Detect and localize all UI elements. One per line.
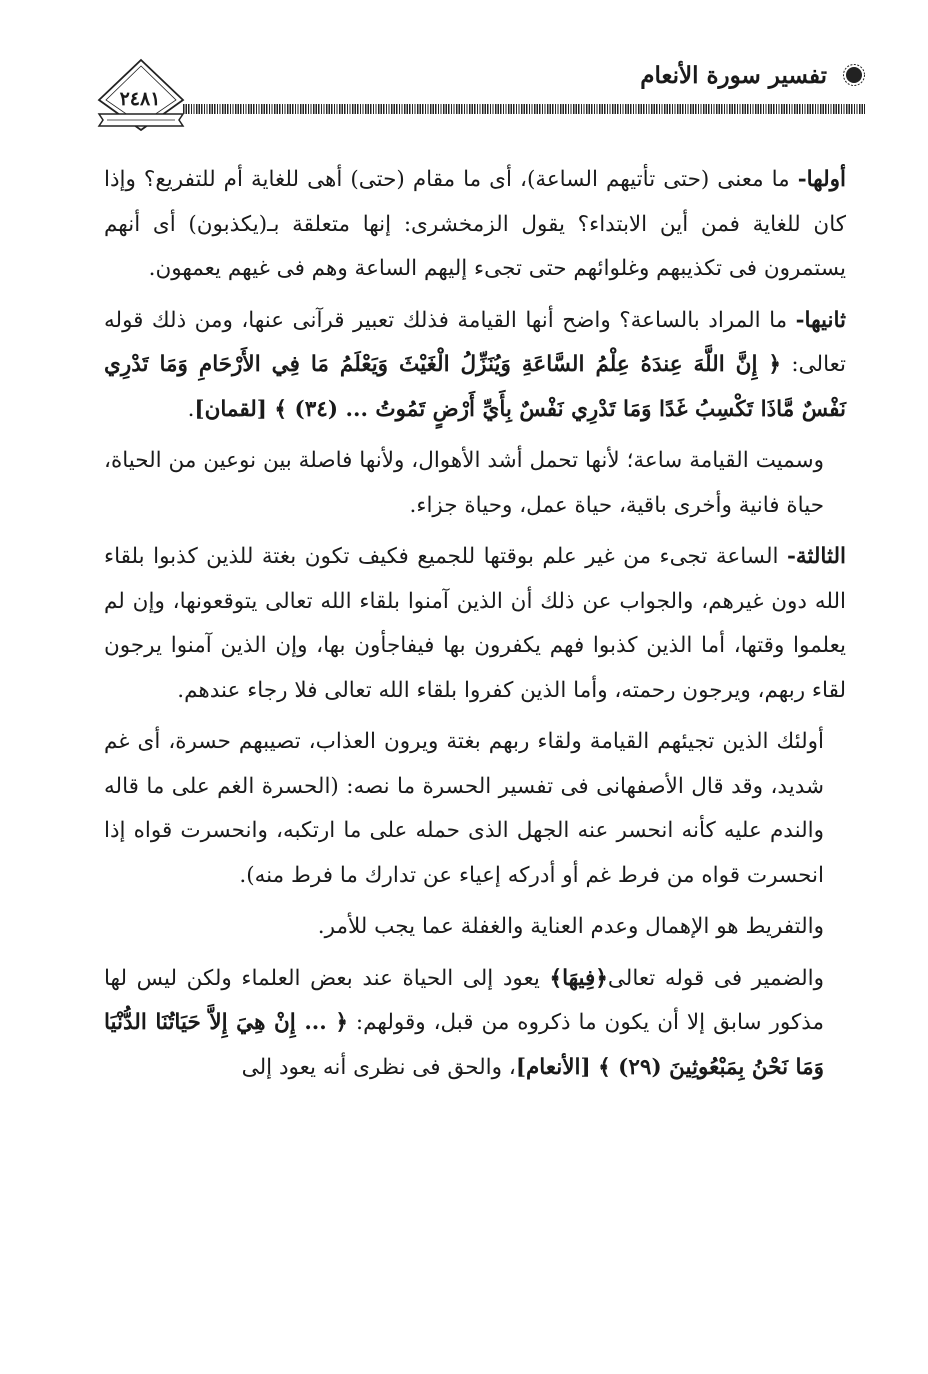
paragraph-text: يعود إلى الحياة عند بعض العلماء ولكن ليس لها مذكور سابق إلا أن يكون ما ذكروه من قبل، وقولهم: — [104, 965, 824, 1035]
paragraph-text: والضمير فى قوله تعالى — [607, 965, 825, 991]
paragraph — [104, 535, 846, 713]
quran-quote: ﴿فِيهَا﴾ — [549, 965, 608, 991]
paragraph — [104, 158, 846, 292]
ornament-icon — [843, 64, 865, 86]
paragraph — [104, 439, 846, 528]
page-title: تفسير سورة الأنعام — [640, 62, 827, 89]
paragraph-lead: ثانيها- — [795, 307, 846, 333]
paragraph-lead: الثالثة- — [786, 544, 846, 569]
page-body — [104, 158, 846, 1097]
header-rule — [183, 104, 865, 114]
paragraph-text: ، والحق فى نظرى أنه يعود إلى — [241, 1054, 516, 1080]
paragraph-text: والتفريط هو الإهمال وعدم العناية والغفلة عما يجب للأمر. — [317, 914, 824, 939]
paragraph — [104, 957, 846, 1091]
paragraph-lead: أولها- — [797, 167, 846, 192]
paragraph — [104, 299, 846, 433]
quran-quote: ﴿ ... إِنْ هِيَ إِلاَّ حَيَاتُنَا الدُّنْيَا وَمَا نَحْنُ بِمَبْعُوثِينَ (٢٩) ﴾ [الأنعام] — [104, 1010, 824, 1080]
paragraph-text: . — [187, 396, 195, 422]
page-number: ٢٤٨١ — [119, 88, 161, 110]
paragraph-text: ما معنى (حتى تأتيهم الساعة)، أى ما مقام (حتى) أهى للغاية أم للتفريع؟ وإذا كان للغاية فمن أين الابتداء؟ يقول الزمخشرى: إنها متعلقة بـ(يكذبون) أى أنهم يستمرون فى تكذيبهم وغلوائهم حتى تجىء إليهم الساعة وهم فى غيهم يعمهون. — [104, 167, 846, 281]
paragraph — [104, 905, 846, 950]
paragraph-text: أولئك الذين تجيئهم القيامة ولقاء ربهم بغتة ويرون العذاب، تصيبهم حسرة، أى غم شديد، وقد قال الأصفهانى فى تفسير الحسرة ما نصه: (الحسرة الغم على ما قاله والندم عليه كأنه انحسر عنه الجهل الذى حمله على ما ارتكبه، وانحسرت قواه إذا انحسرت قواه من فرط غم أو أدركه إعياء عن تدارك ما فرط منه). — [104, 729, 824, 888]
quran-quote: ﴿ إِنَّ اللَّهَ عِندَهُ عِلْمُ السَّاعَةِ وَيُنَزِّلُ الْغَيْثَ وَيَعْلَمُ مَا فِي الأَرْحَامِ وَمَا تَدْرِي نَفْسٌ مَّاذَا تَكْسِبُ غَدًا وَمَا تَدْرِي نَفْسٌ بِأَيِّ أَرْضٍ تَمُوتُ ... (٣٤) ﴾ [لقمان] — [104, 352, 846, 422]
paragraph-text: وسميت القيامة ساعة؛ لأنها تحمل أشد الأهوال، ولأنها فاصلة بين نوعين من الحياة، حياة فانية وأخرى باقية، حياة عمل، وحياة جزاء. — [104, 448, 824, 518]
page-header — [95, 58, 865, 138]
paragraph-text: الساعة تجىء من غير علم بوقتها للجميع فكيف تكون بغتة للذين كذبوا بلقاء الله دون غيرهم، والجواب عن ذلك أن الذين آمنوا بلقاء الله تعالى يتوقعونها، وإن لم يعلموا وقتها، أما الذين كذبوا فهم يكفرون بها فيفاجأون بها، وإن الذين آمنوا يرجون لقاء ربهم، ويرجون رحمته، وأما الذين كفروا بلقاء الله تعالى فلا رجاء عندهم. — [104, 544, 846, 703]
paragraph-text: ما المراد بالساعة؟ واضح أنها القيامة فذلك تعبير قرآنى عنها، ومن ذلك قوله تعالى: — [104, 307, 846, 377]
paragraph — [104, 720, 846, 898]
